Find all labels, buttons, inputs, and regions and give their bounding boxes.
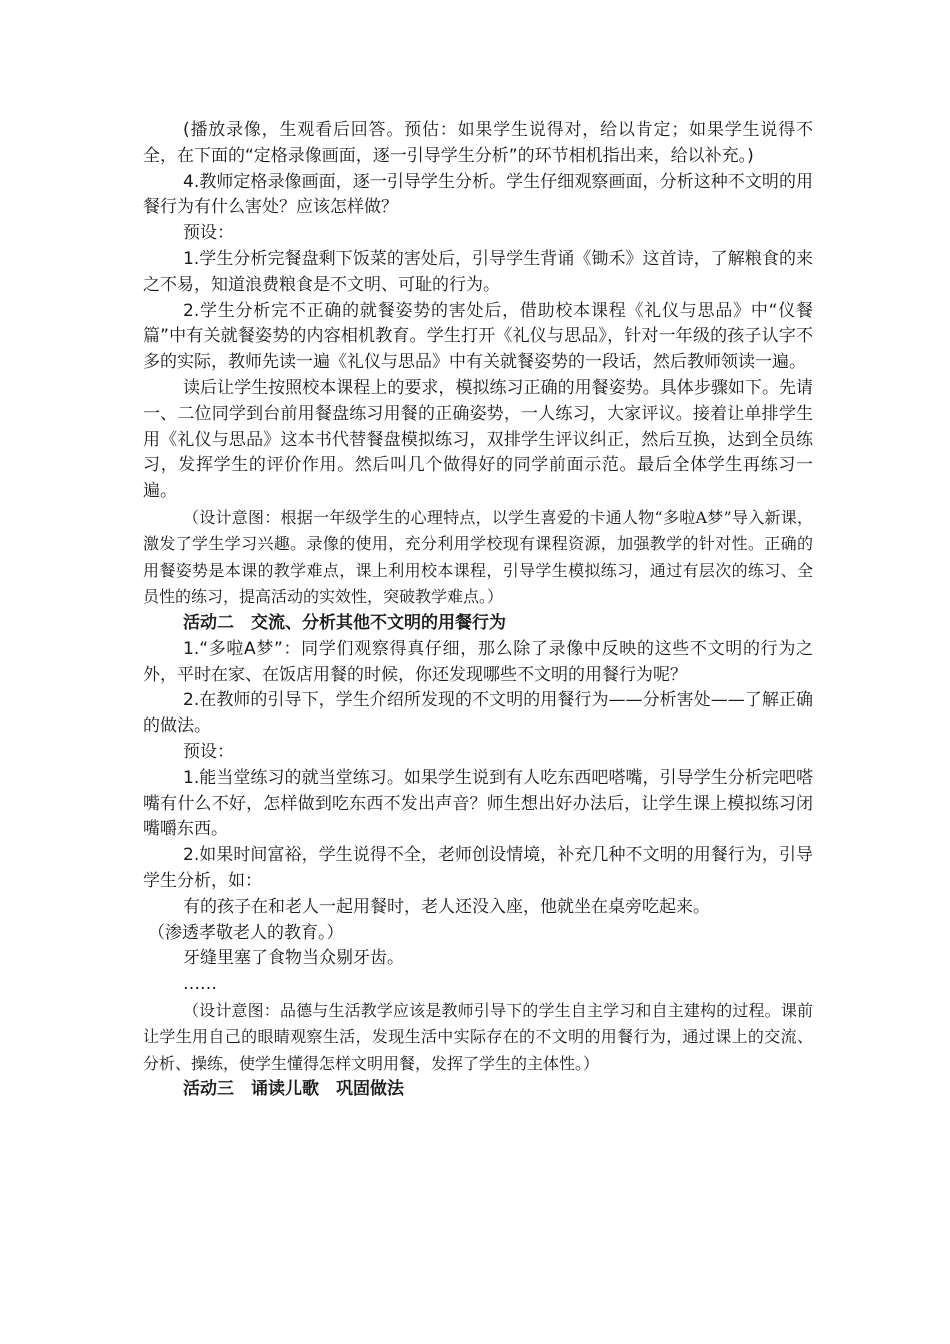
design-intent-note: （设计意图：品德与生活教学应该是教师引导下的学生自主学习和自主建构的过程。课前让学生用自己的眼睛观察生活，发现生活中实际存在的不文明的用餐行为，通过课上的交流、分析、操练，使学生懂得怎样文明用餐，发挥了学生的主体性。）	[143, 1000, 813, 1073]
paragraph: 2.在教师的引导下，学生介绍所发现的不文明的用餐行为——分析害处——了解正确的做法。	[143, 690, 813, 737]
design-intent-note: （设计意图：根据一年级学生的心理特点，以学生喜爱的卡通人物“多啦A梦”导入新课，激发了学生学习兴趣。录像的使用，充分利用学校现有课程资源，加强教学的针对性。正确的用餐姿势是本课的教学难点，课上利用校本课程，引导学生模拟练习，通过有层次的练习、全员性的练习，提高活动的实效性，突破教学难点。）	[143, 507, 813, 607]
preset-label: 预设：	[183, 741, 234, 762]
ellipsis: ……	[183, 974, 217, 995]
paragraph: 2.学生分析完不正确的就餐姿势的害处后，借助校本课程《礼仪与思品》中“仪餐篇”中有关就餐姿势的内容相机教育。学生打开《礼仪与思品》，针对一年级的孩子认字不多的实际，教师先读一遍《礼仪与思品》中有关就餐姿势的一段话，然后教师领读一遍。	[143, 300, 813, 373]
preset-label: 预设：	[183, 223, 234, 244]
paragraph: 4.教师定格录像画面，逐一引导学生分析。学生仔细观察画面，分析这种不文明的用餐行为有什么害处？应该怎样做？	[143, 171, 813, 218]
paragraph: 1.能当堂练习的就当堂练习。如果学生说到有人吃东西吧嗒嘴，引导学生分析完吧嗒嘴有什么不好，怎样做到吃东西不发出声音？师生想出好办法后，让学生课上模拟练习闭嘴嚼东西。	[143, 767, 813, 840]
paragraph: 2.如果时间富裕，学生说得不全，老师创设情境，补充几种不文明的用餐行为，引导学生分析，如：	[143, 845, 813, 891]
section-heading: 活动三 诵读儿歌 巩固做法	[183, 1079, 404, 1100]
paragraph: 1.“多啦A梦”：同学们观察得真仔细，那么除了录像中反映的这些不文明的行为之外，平时在家、在饭店用餐的时候，你还发现哪些不文明的用餐行为呢？	[143, 638, 813, 685]
document-body	[143, 118, 813, 1103]
paragraph: (播放录像，生观看后回答。预估：如果学生说得对，给以肯定；如果学生说得不全，在下面的“定格录像画面，逐一引导学生分析”的环节相机指出来，给以补充。)	[143, 120, 813, 166]
paragraph: 有的孩子在和老人一起用餐时，老人还没入座，他就坐在桌旁吃起来。	[183, 896, 710, 917]
paragraph: （渗透孝敬老人的教育。）	[148, 922, 344, 943]
paragraph: 牙缝里塞了食物当众剔牙齿。	[183, 948, 404, 969]
section-heading: 活动二 交流、分析其他不文明的用餐行为	[183, 612, 506, 633]
paragraph: 1.学生分析完餐盘剩下饭菜的害处后，引导学生背诵《锄禾》这首诗，了解粮食的来之不易，知道浪费粮食是不文明、可耻的行为。	[143, 248, 813, 295]
paragraph: 读后让学生按照校本课程上的要求，模拟练习正确的用餐姿势。具体步骤如下。先请一、二位同学到台前用餐盘练习用餐的正确姿势，一人练习，大家评议。接着让单排学生用《礼仪与思品》这本书代替餐盘模拟练习，双排学生评议纠正，然后互换，达到全员练习，发挥学生的评价作用。然后叫几个做得好的同学前面示范。最后全体学生再练习一遍。	[143, 377, 813, 502]
